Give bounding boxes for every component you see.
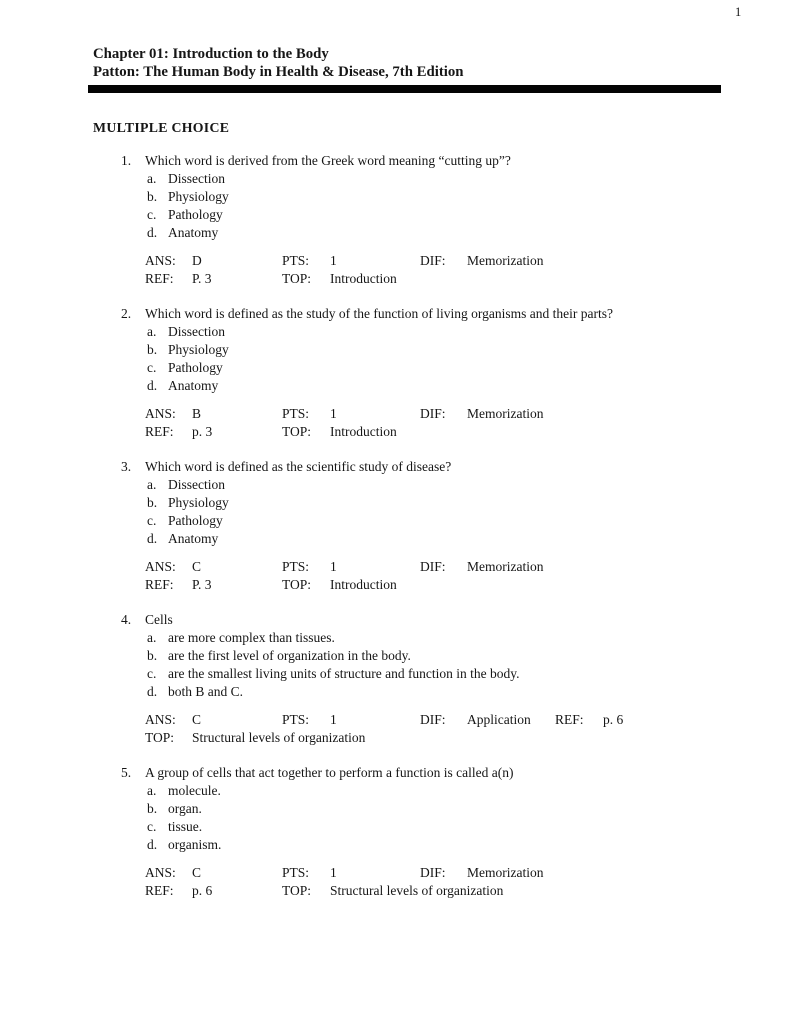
pts-value: 1: [330, 559, 337, 574]
option: [93, 341, 763, 359]
dif-label: DIF:: [420, 712, 446, 727]
ref-label: REF:: [145, 883, 174, 898]
question-number: 4.: [121, 612, 132, 627]
question-line: [93, 305, 763, 323]
option: [93, 800, 763, 818]
ans-label: ANS:: [145, 253, 176, 268]
option-text: Physiology: [168, 189, 229, 204]
meta-row: [93, 882, 763, 900]
option-letter: b.: [147, 342, 158, 357]
option-letter: c.: [147, 513, 157, 528]
meta-row: [93, 423, 763, 441]
option-letter: b.: [147, 648, 158, 663]
option: [93, 206, 763, 224]
book-title: Patton: The Human Body in Health & Disease, 7th Edition: [93, 63, 464, 80]
dif-label: DIF:: [420, 253, 446, 268]
dif-label: DIF:: [420, 406, 446, 421]
option-text: Anatomy: [168, 225, 219, 240]
option: [93, 323, 763, 341]
option: [93, 683, 763, 701]
pts-value: 1: [330, 253, 337, 268]
option: [93, 377, 763, 395]
ans-value: C: [192, 712, 202, 727]
option: [93, 170, 763, 188]
option-text: organ.: [168, 801, 202, 816]
page-number: 1: [735, 5, 742, 19]
option-letter: a.: [147, 477, 157, 492]
question-block-3: [93, 458, 763, 594]
option-text: Anatomy: [168, 378, 219, 393]
option: [93, 224, 763, 242]
meta-row: [93, 729, 763, 747]
ref-label: REF:: [145, 424, 174, 439]
pts-label: PTS:: [282, 406, 310, 421]
question-text: Which word is defined as the scientific study of disease?: [145, 459, 452, 474]
header-rule: [88, 85, 721, 93]
pts-label: PTS:: [282, 253, 310, 268]
question-text: A group of cells that act together to perform a function is called a(n): [145, 765, 514, 780]
pts-value: 1: [330, 865, 337, 880]
option-text: are the first level of organization in the body.: [168, 648, 411, 663]
ref-label: REF:: [145, 271, 174, 286]
top-value: Introduction: [330, 577, 397, 592]
ans-value: C: [192, 559, 202, 574]
answer-meta: [93, 405, 763, 441]
pts-value: 1: [330, 406, 337, 421]
dif-value: Memorization: [467, 559, 544, 574]
dif-value: Memorization: [467, 253, 544, 268]
ans-value: D: [192, 253, 202, 268]
pts-label: PTS:: [282, 712, 310, 727]
question-text: Which word is defined as the study of the function of living organisms and their parts?: [145, 306, 614, 321]
option: [93, 188, 763, 206]
meta-row: [93, 576, 763, 594]
option: [93, 647, 763, 665]
option: [93, 782, 763, 800]
ref-label: REF:: [145, 577, 174, 592]
option-text: Pathology: [168, 207, 223, 222]
answer-meta: [93, 864, 763, 900]
ans-value: B: [192, 406, 202, 421]
question-block-4: [93, 611, 763, 747]
option-letter: d.: [147, 684, 158, 699]
ref-value: p. 6: [192, 883, 213, 898]
option-letter: b.: [147, 495, 158, 510]
option-letter: d.: [147, 225, 158, 240]
option-letter: c.: [147, 666, 157, 681]
question-number: 5.: [121, 765, 132, 780]
option-letter: a.: [147, 171, 157, 186]
question-line: [93, 764, 763, 782]
meta-row: [93, 711, 763, 729]
question-block-1: [93, 152, 763, 288]
option: [93, 818, 763, 836]
pts-label: PTS:: [282, 865, 310, 880]
dif-label: DIF:: [420, 865, 446, 880]
question-block-5: [93, 764, 763, 900]
pts-value: 1: [330, 712, 337, 727]
dif-value: Memorization: [467, 406, 544, 421]
dif-value: Application: [467, 712, 531, 727]
question-list: [93, 152, 763, 917]
top-label: TOP:: [282, 271, 312, 286]
option-letter: c.: [147, 360, 157, 375]
ref-value: p. 3: [192, 424, 213, 439]
meta-row: [93, 405, 763, 423]
option: [93, 494, 763, 512]
option-letter: d.: [147, 531, 158, 546]
document-header: [93, 46, 733, 81]
meta-row: [93, 864, 763, 882]
top-value: Structural levels of organization: [192, 730, 366, 745]
ref-value: P. 3: [192, 271, 212, 286]
pts-label: PTS:: [282, 559, 310, 574]
option: [93, 476, 763, 494]
option-text: Dissection: [168, 477, 225, 492]
meta-row: [93, 270, 763, 288]
top-label: TOP:: [282, 424, 312, 439]
option-letter: d.: [147, 378, 158, 393]
top-value: Introduction: [330, 424, 397, 439]
ans-label: ANS:: [145, 865, 176, 880]
dif-label: DIF:: [420, 559, 446, 574]
option-text: Physiology: [168, 495, 229, 510]
chapter-title: Chapter 01: Introduction to the Body: [93, 46, 329, 62]
question-line: [93, 458, 763, 476]
meta-row: [93, 558, 763, 576]
option-text: Dissection: [168, 171, 225, 186]
option: [93, 512, 763, 530]
question-text: Which word is derived from the Greek word meaning “cutting up”?: [145, 153, 511, 168]
option-letter: b.: [147, 801, 158, 816]
option-text: Pathology: [168, 360, 223, 375]
option-letter: d.: [147, 837, 158, 852]
option-text: Pathology: [168, 513, 223, 528]
section-title: MULTIPLE CHOICE: [93, 120, 230, 135]
top-value: Structural levels of organization: [330, 883, 504, 898]
option-letter: c.: [147, 207, 157, 222]
answer-meta: [93, 711, 763, 747]
ans-label: ANS:: [145, 712, 176, 727]
option: [93, 665, 763, 683]
option-text: Dissection: [168, 324, 225, 339]
option: [93, 530, 763, 548]
question-number: 1.: [121, 153, 132, 168]
option-letter: a.: [147, 783, 157, 798]
meta-row: [93, 252, 763, 270]
option-letter: a.: [147, 630, 157, 645]
option: [93, 629, 763, 647]
ref-value: P. 3: [192, 577, 212, 592]
answer-meta: [93, 252, 763, 288]
option-text: molecule.: [168, 783, 221, 798]
question-number: 2.: [121, 306, 132, 321]
question-line: [93, 611, 763, 629]
option-letter: b.: [147, 189, 158, 204]
ref-label: REF:: [555, 712, 584, 727]
option-text: organism.: [168, 837, 222, 852]
option: [93, 359, 763, 377]
top-label: TOP:: [282, 577, 312, 592]
option-text: tissue.: [168, 819, 203, 834]
option: [93, 836, 763, 854]
option-text: are the smallest living units of structure and function in the body.: [168, 666, 520, 681]
option-letter: c.: [147, 819, 157, 834]
top-value: Introduction: [330, 271, 397, 286]
top-label: TOP:: [282, 883, 312, 898]
ans-label: ANS:: [145, 406, 176, 421]
question-line: [93, 152, 763, 170]
option-text: Physiology: [168, 342, 229, 357]
ref-value: p. 6: [603, 712, 624, 727]
option-text: are more complex than tissues.: [168, 630, 335, 645]
dif-value: Memorization: [467, 865, 544, 880]
option-text: both B and C.: [168, 684, 244, 699]
answer-meta: [93, 558, 763, 594]
option-text: Anatomy: [168, 531, 219, 546]
ans-value: C: [192, 865, 202, 880]
option-letter: a.: [147, 324, 157, 339]
top-label: TOP:: [145, 730, 175, 745]
question-text: Cells: [145, 612, 173, 627]
question-number: 3.: [121, 459, 132, 474]
question-block-2: [93, 305, 763, 441]
ans-label: ANS:: [145, 559, 176, 574]
